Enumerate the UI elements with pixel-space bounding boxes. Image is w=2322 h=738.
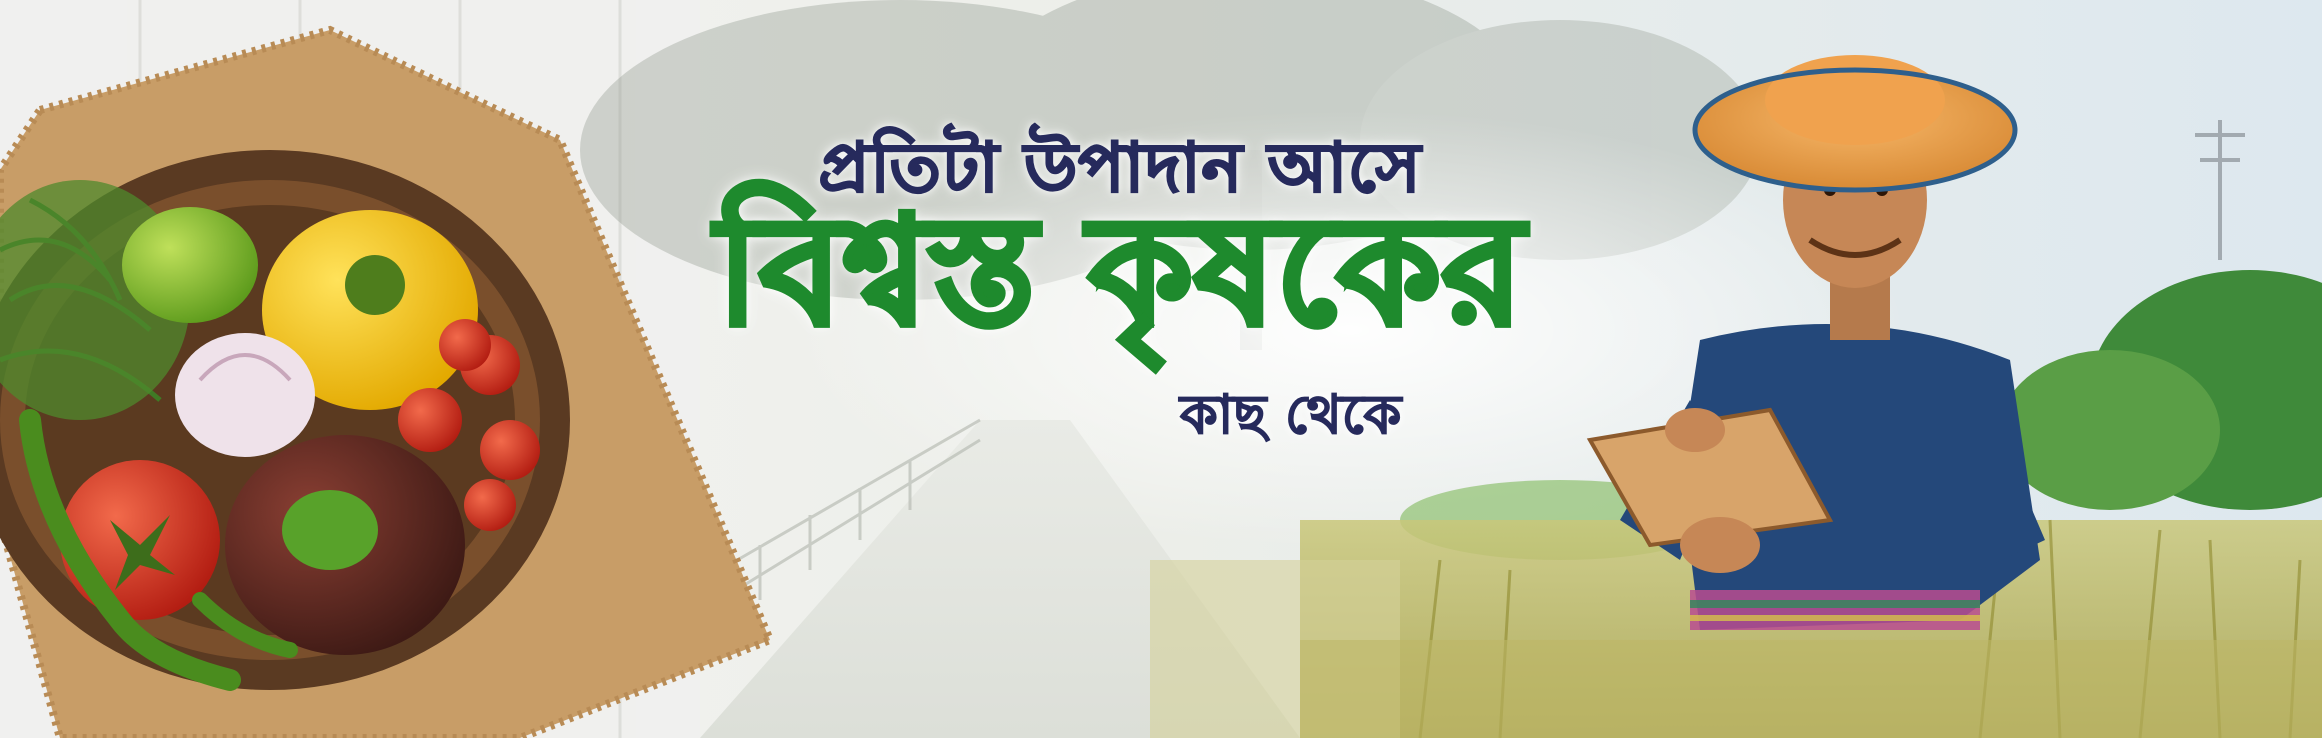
headline-line-1: প্রতিটা উপাদান আসে <box>818 129 1422 208</box>
headline-block <box>640 105 1600 465</box>
headline-line-3: কাছ থেকে <box>1180 383 1402 446</box>
headline-line-2: বিশ্বস্ত কৃষকের <box>716 185 1524 359</box>
